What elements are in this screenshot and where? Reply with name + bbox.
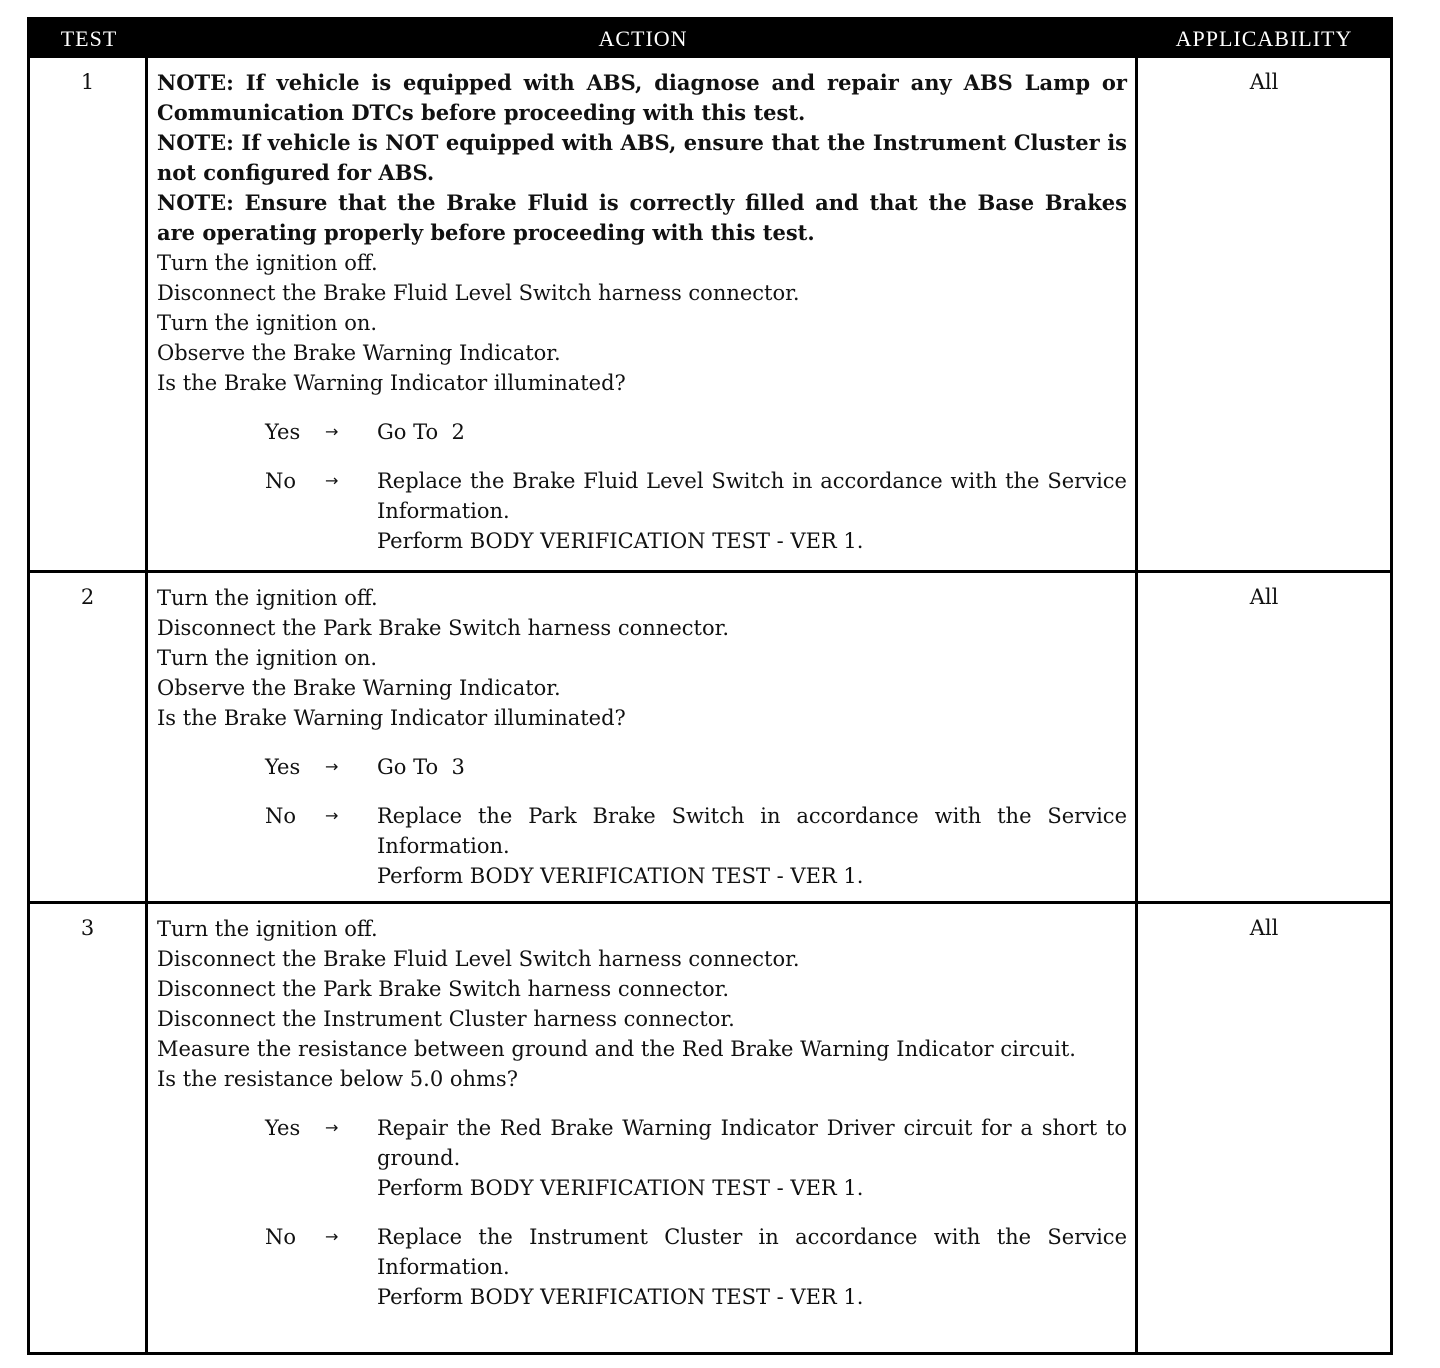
- no-text: Replace the Park Brake Switch in accordance with the Service Information.: [377, 804, 1127, 858]
- test-number: 2: [30, 573, 148, 901]
- step: Disconnect the Park Brake Switch harness connector.: [157, 616, 729, 640]
- no-label: No: [265, 804, 297, 828]
- no-label: No: [265, 469, 297, 493]
- table-header: [30, 20, 1390, 58]
- yes-branch: [157, 752, 1127, 782]
- yes-text: Go To 2: [377, 420, 465, 444]
- header-applicability: APPLICABILITY: [1175, 26, 1353, 51]
- step: Observe the Brake Warning Indicator.: [157, 676, 561, 700]
- step: Turn the ignition off.: [157, 917, 378, 941]
- yes-text: Go To 3: [377, 755, 465, 779]
- test-action: [148, 58, 1138, 570]
- yes-branch: [157, 417, 1127, 447]
- step: Turn the ignition off.: [157, 586, 378, 610]
- yes-text-2: Perform BODY VERIFICATION TEST - VER 1.: [377, 1176, 864, 1200]
- no-label: No: [265, 1225, 297, 1249]
- step: Turn the ignition on.: [157, 646, 378, 670]
- step: Disconnect the Brake Fluid Level Switch harness connector.: [157, 281, 800, 305]
- diagnostic-test-table: [27, 17, 1393, 1355]
- no-text: Replace the Brake Fluid Level Switch in accordance with the Service Information.: [377, 469, 1127, 523]
- yes-label: Yes: [265, 1116, 301, 1140]
- arrow-right-icon: →: [325, 422, 339, 441]
- test-row-1: [30, 58, 1390, 570]
- test-action: [148, 573, 1138, 901]
- yes-text: Repair the Red Brake Warning Indicator Driver circuit for a short to ground.: [377, 1116, 1127, 1170]
- step: Disconnect the Park Brake Switch harness connector.: [157, 977, 729, 1001]
- step: Disconnect the Instrument Cluster harness connector.: [157, 1007, 735, 1031]
- yes-label: Yes: [265, 755, 301, 779]
- note: NOTE: If vehicle is NOT equipped with ABS, ensure that the Instrument Cluster is not configured for ABS.: [157, 130, 1127, 185]
- step: Disconnect the Brake Fluid Level Switch harness connector.: [157, 947, 800, 971]
- arrow-right-icon: →: [325, 806, 339, 825]
- step: Is the Brake Warning Indicator illuminated?: [157, 706, 626, 730]
- yes-branch: [157, 1113, 1127, 1203]
- note: NOTE: Ensure that the Brake Fluid is correctly filled and that the Base Brakes are operating properly before proceeding with this test.: [157, 190, 1127, 245]
- test-applicability: All: [1249, 916, 1279, 940]
- no-text-block: [377, 801, 1127, 891]
- no-branch: [157, 801, 1127, 891]
- no-branch: [157, 466, 1127, 556]
- no-text-2: Perform BODY VERIFICATION TEST - VER 1.: [377, 864, 864, 888]
- arrow-right-icon: →: [325, 1227, 339, 1246]
- test-applicability: All: [1249, 70, 1279, 94]
- no-text-2: Perform BODY VERIFICATION TEST - VER 1.: [377, 529, 864, 553]
- yes-text-block: [377, 1113, 1127, 1203]
- yes-label: Yes: [265, 420, 301, 444]
- test-row-3: [30, 901, 1390, 1352]
- arrow-right-icon: →: [325, 1118, 339, 1137]
- header-test: TEST: [60, 26, 118, 51]
- step: Is the resistance below 5.0 ohms?: [157, 1067, 518, 1091]
- test-number: 3: [30, 904, 148, 1352]
- no-text: Replace the Instrument Cluster in accordance with the Service Information.: [377, 1225, 1127, 1279]
- no-text-block: [377, 466, 1127, 556]
- no-text-block: [377, 1222, 1127, 1312]
- test-number: 1: [30, 58, 148, 570]
- arrow-right-icon: →: [325, 471, 339, 490]
- header-action: ACTION: [598, 26, 688, 51]
- no-text-2: Perform BODY VERIFICATION TEST - VER 1.: [377, 1285, 864, 1309]
- step: Observe the Brake Warning Indicator.: [157, 341, 561, 365]
- no-branch: [157, 1222, 1127, 1312]
- test-action: [148, 904, 1138, 1352]
- step: Measure the resistance between ground and the Red Brake Warning Indicator circuit.: [157, 1037, 1076, 1061]
- step: Turn the ignition off.: [157, 251, 378, 275]
- note: NOTE: If vehicle is equipped with ABS, diagnose and repair any ABS Lamp or Communication DTCs before proceeding with this test.: [157, 70, 1127, 125]
- step: Is the Brake Warning Indicator illuminated?: [157, 371, 626, 395]
- arrow-right-icon: →: [325, 757, 339, 776]
- test-applicability: All: [1249, 585, 1279, 609]
- step: Turn the ignition on.: [157, 311, 378, 335]
- test-row-2: [30, 570, 1390, 901]
